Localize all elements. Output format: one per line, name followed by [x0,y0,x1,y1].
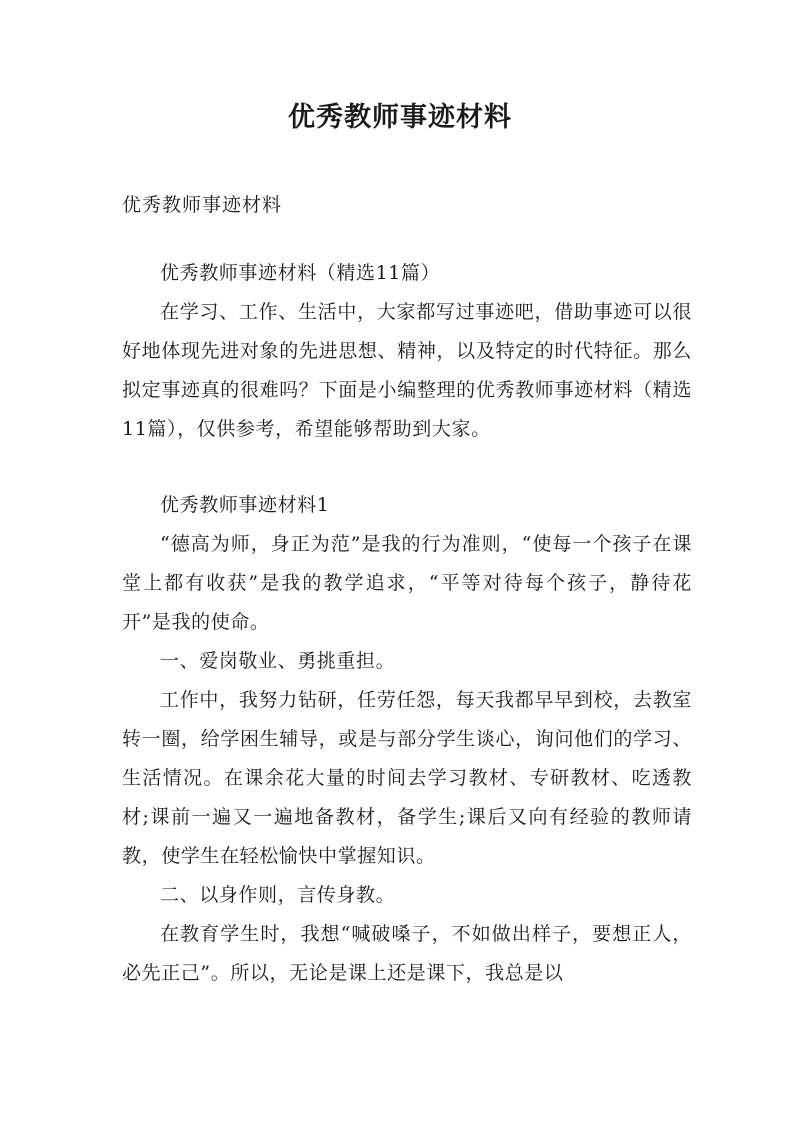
paragraph: 工作中，我努力钻研，任劳任怨，每天我都早早到校，去教室转一圈，给学困生辅导，或是与部分学生谈心，询问他们的学习、生活情况。在课余花大量的时间去学习教材、专研教材、吃透教材;课前一遍又一遍地备教材，备学生;课后又向有经验的教师请教，使学生在轻松愉快中掌握知识。 [122,689,692,867]
document-title: 优秀教师事迹材料 [288,102,512,133]
paragraph: 在学习、工作、生活中，大家都写过事迹吧，借助事迹可以很好地体现先进对象的先进思想、精神，以及特定的时代特征。那么拟定事迹真的很难吗？下面是小编整理的优秀教师事迹材料（精选11篇），仅供参考，希望能够帮助到大家。 [122,301,692,440]
document-body [122,254,692,993]
subheading: 二、以身作则，言传身教。 [160,884,396,906]
section-heading-intro: 优秀教师事迹材料（精选11篇） [160,262,441,284]
paragraph: “德高为师，身正为范”是我的行为准则，“使每一个孩子在课堂上都有收获”是我的教学追求，“平等对待每个孩子，静待花开”是我的使命。 [122,533,692,633]
section-heading: 优秀教师事迹材料1 [160,494,330,516]
paragraph: 在教育学生时，我想“喊破嗓子，不如做出样子，要想正人，必先正己”。所以，无论是课上还是课下，我总是以 [122,923,692,984]
document-subtitle: 优秀教师事迹材料 [122,194,283,216]
subheading: 一、爱岗敬业、勇挑重担。 [160,650,396,672]
